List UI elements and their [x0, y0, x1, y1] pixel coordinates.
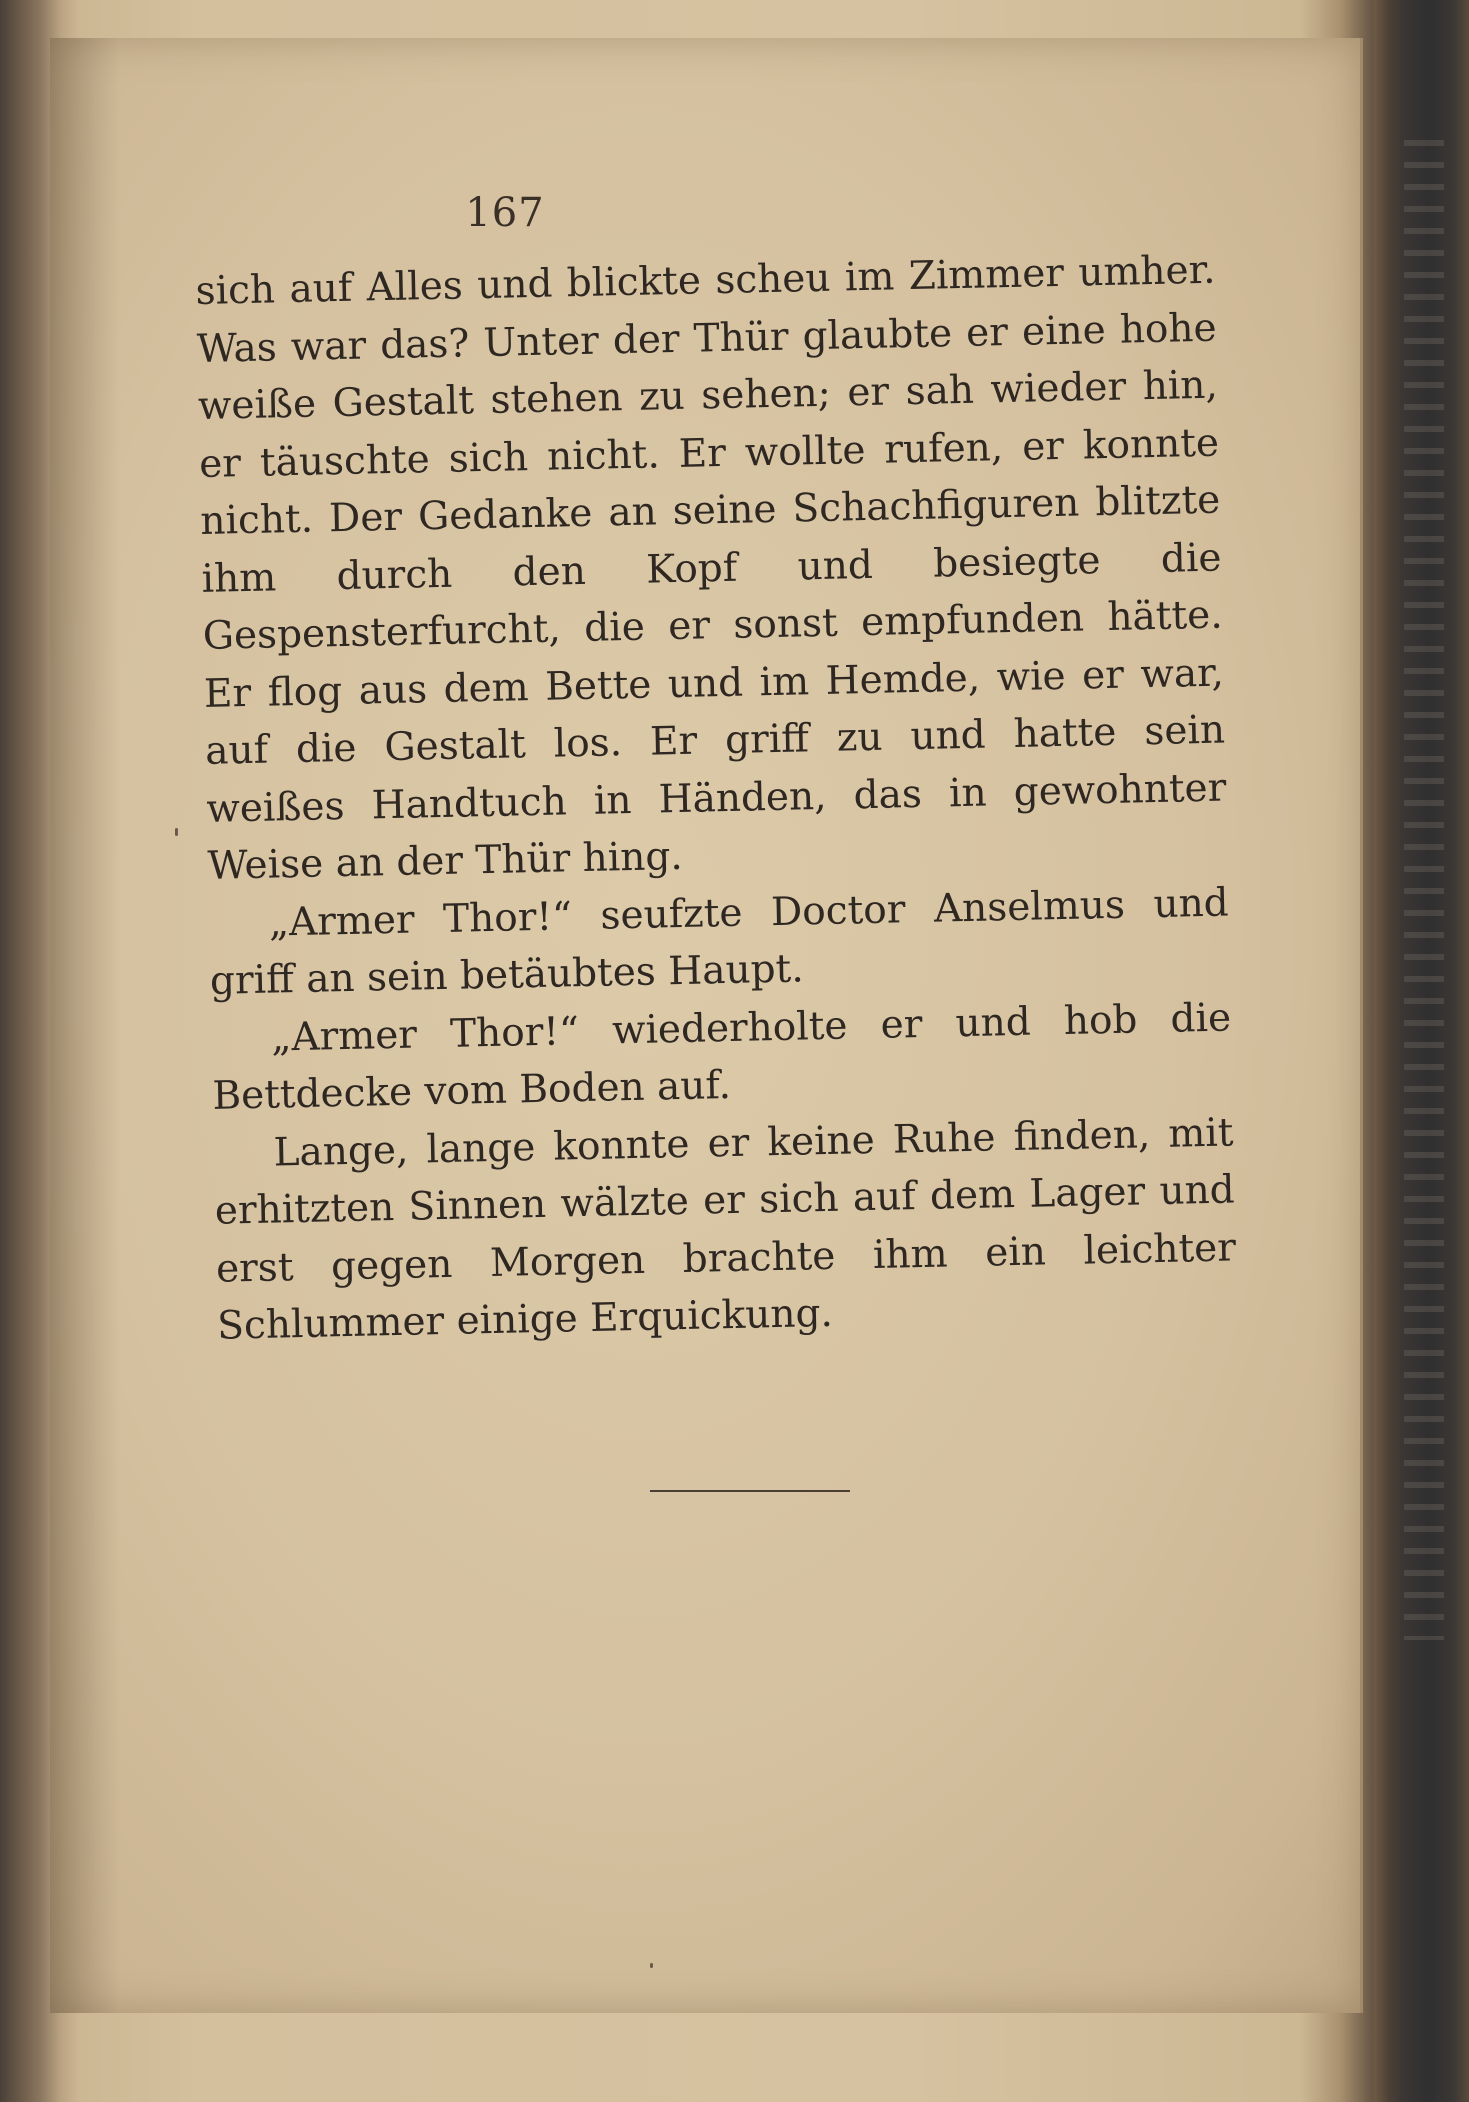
paragraph-2: „Armer Thor!“ seufzte Doctor Anselmus und griff an sein betäubtes Haupt.: [209, 879, 1230, 1004]
paper-speck: [175, 828, 178, 836]
page-number: 167: [465, 190, 545, 236]
paragraph-1: sich auf Alles und blickte scheu im Zimmer umher. Was war das? Unter der Thür glaubte er eine hohe weiße Gestalt stehen zu sehen; er sah wieder hin, er täuschte sich nicht. Er wollte rufen, er konnte nicht. Der Gedanke an seine Schachfiguren blitzte ihm durch den Kopf und besiegte die Gespensterfurcht, die er sonst empfunden hätte. Er flog aus dem Bette und im Hemde, wie er war, auf die Gestalt los. Er griff zu und hatte sein weißes Handtuch in Händen, das in gewohnter Weise an der Thür hing.: [195, 247, 1227, 889]
cover-wear-texture: [1404, 140, 1444, 1640]
paper-speck: [650, 1963, 653, 1968]
paragraph-4: Lange, lange konnte er keine Ruhe finden, mit erhitzten Sinnen wälzte er sich auf dem Lager und erst gegen Morgen brachte ihm ein leichter Schlummer einige Erquickung.: [214, 1109, 1237, 1349]
paragraph-3: „Armer Thor!“ wiederholte er und hob die Bettdecke vom Boden auf.: [211, 994, 1232, 1119]
section-end-rule: [650, 1490, 850, 1492]
book-page: [50, 38, 1363, 2013]
spine-shadow: [50, 38, 120, 2013]
book-cover-edge: [1374, 0, 1469, 2102]
page-text: [195, 242, 1238, 1356]
